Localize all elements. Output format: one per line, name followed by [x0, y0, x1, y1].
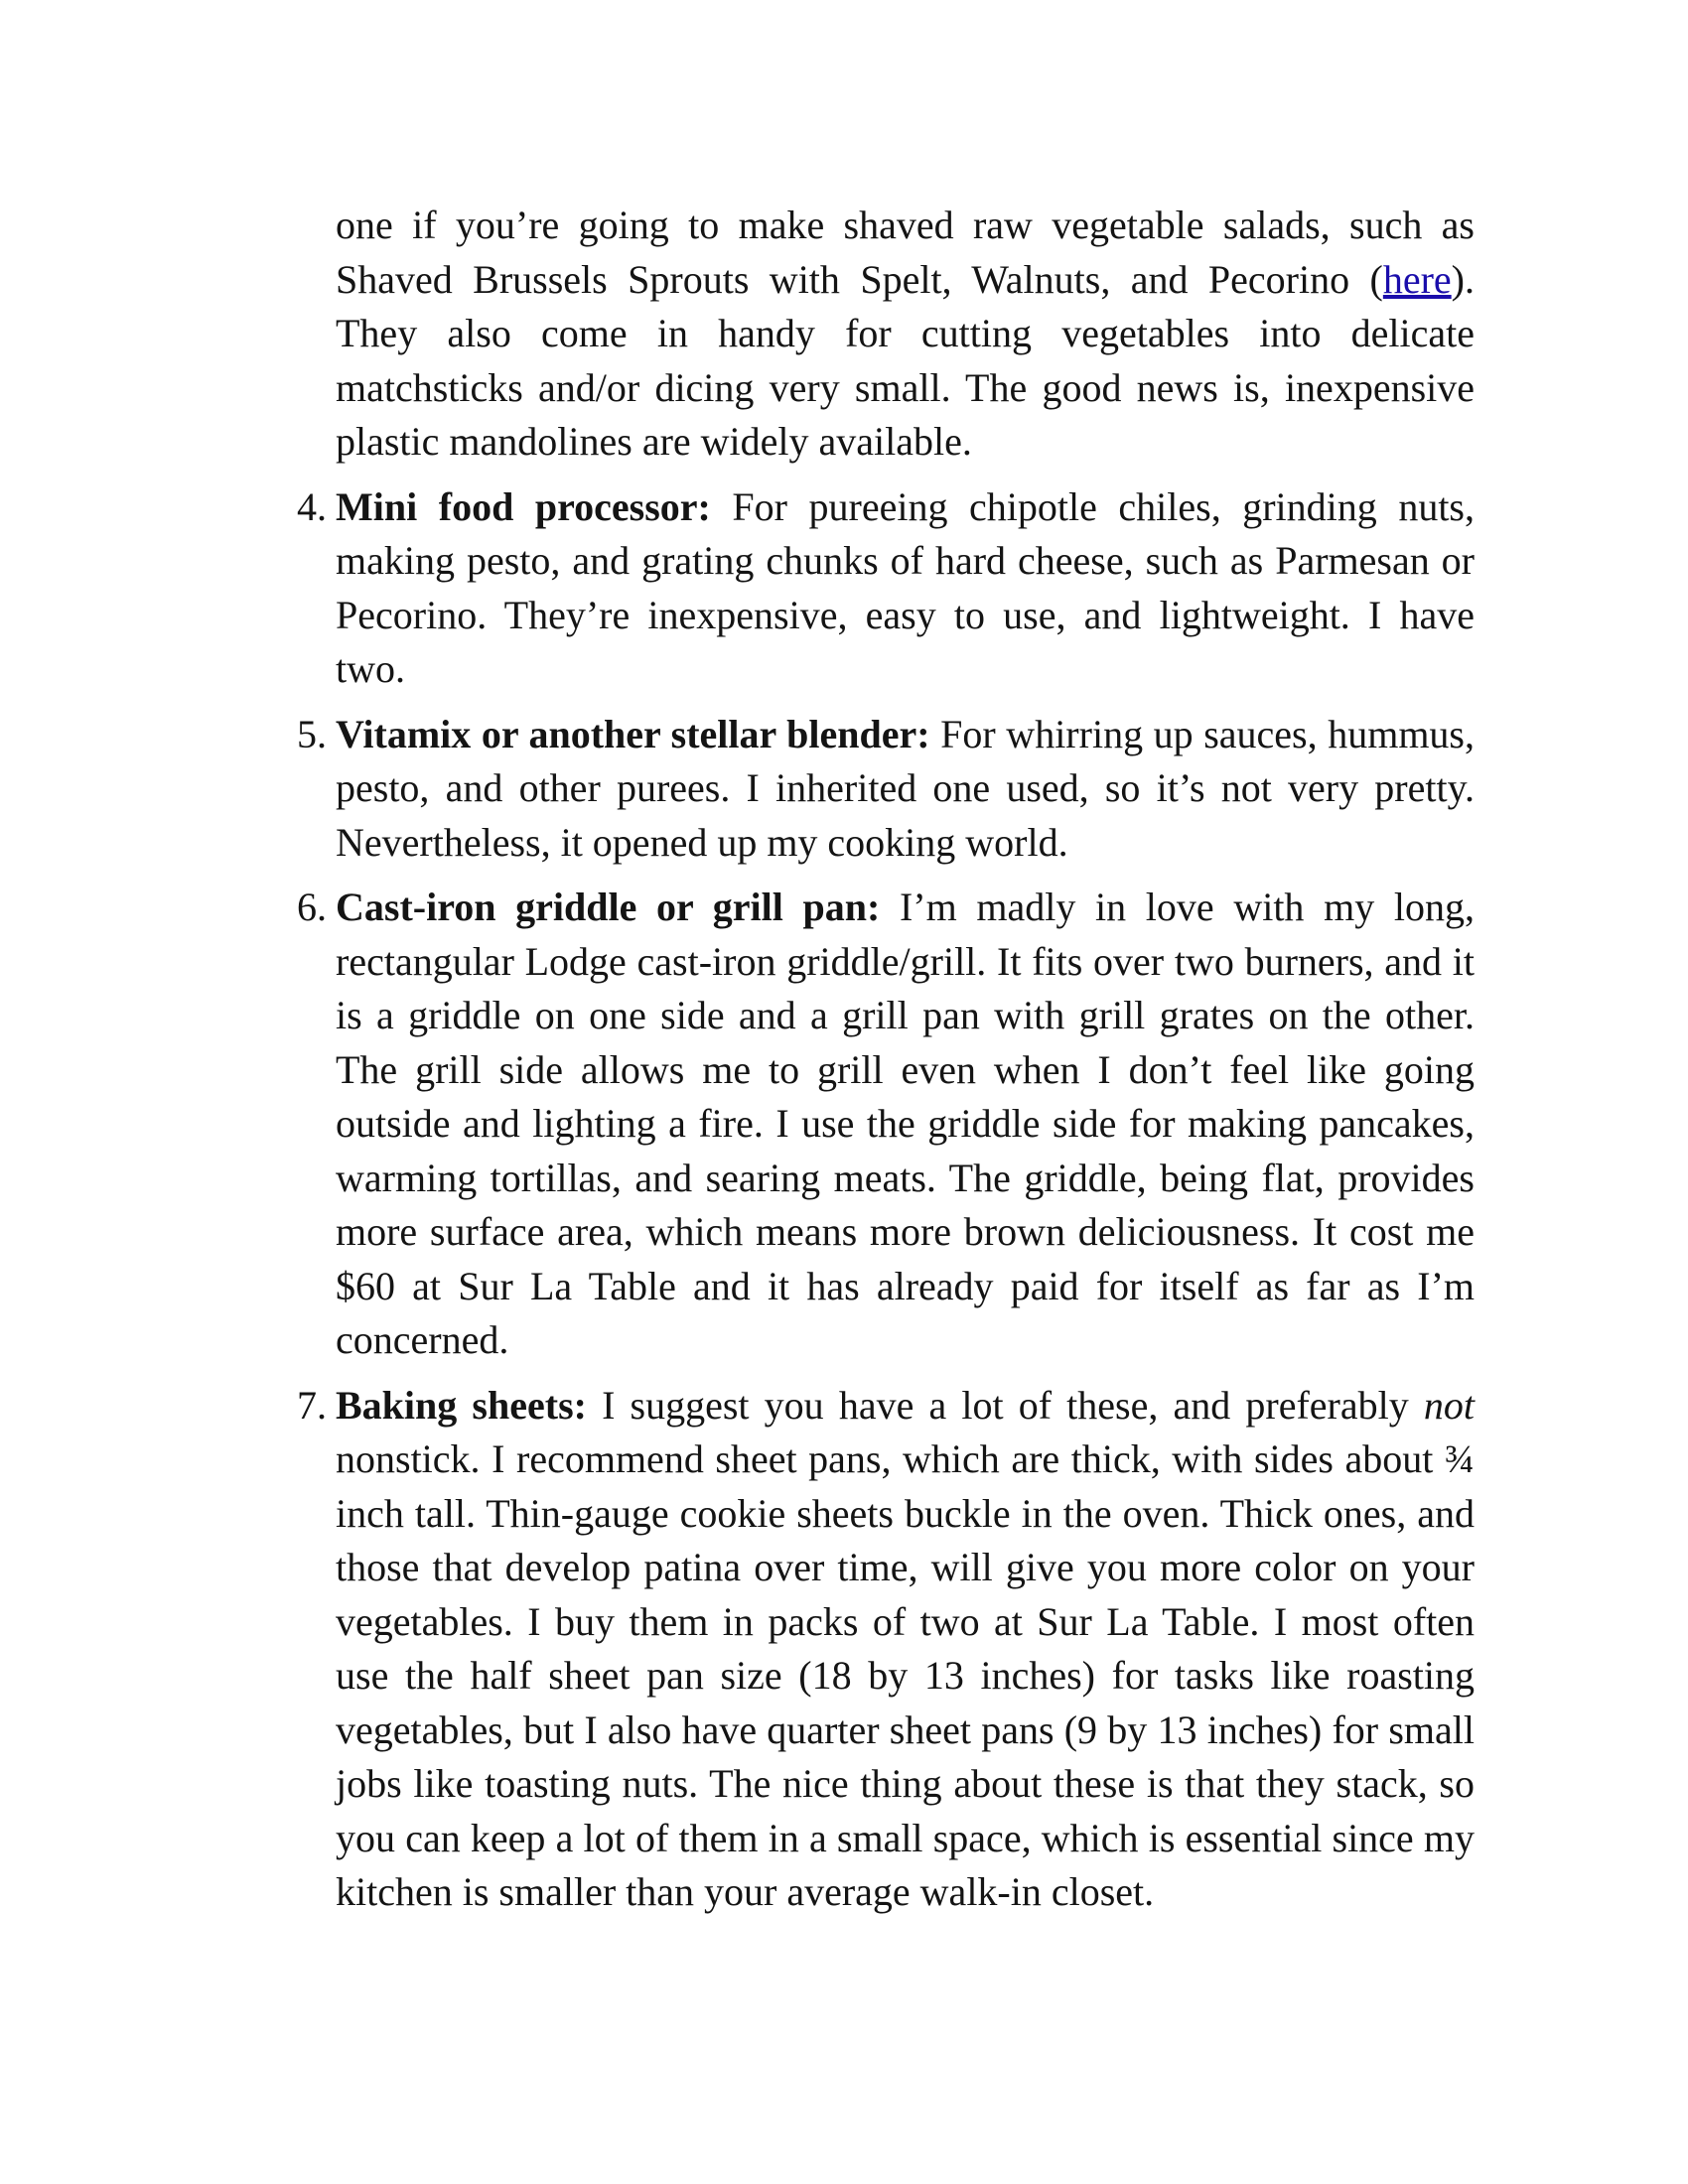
intro-text: one if you’re going to make shaved raw vegetable salads, such as Shaved Brussels Sprouts with Spelt, Walnuts, and Pecorino ( — [336, 203, 1475, 302]
item-term: Baking sheets: — [336, 1382, 587, 1428]
item-text-continued: nonstick. I recommend sheet pans, which are thick, with sides about ¾ inch tall. Thin-gauge cookie sheets buckle in the oven. Thick ones, and those that develop patina over time, will give you more color on your vegetables. I buy them in packs of two at Sur La Table. I most often use the half sheet pan size (18 by 13 inches) for tasks like roasting vegetables, but I also have quarter sheet pans (9 by 13 inches) for small jobs like toasting nuts. The nice thing about these is that they stack, so you can keep a lot of them in a small space, which is essential since my kitchen is smaller than your average walk-in closet. — [336, 1436, 1475, 1914]
item-term: Vitamix or another stellar blender: — [336, 711, 930, 756]
item-text: I suggest you have a lot of these, and preferably — [586, 1382, 1424, 1428]
item-term: Cast-iron griddle or grill pan: — [336, 885, 881, 929]
list-item — [295, 1379, 1475, 1920]
item-text: For pureeing chipotle chiles, grinding nuts, making pesto, and grating chunks of hard cheese, such as Parmesan or Pecorino. They’re inexpensive, easy to use, and lightweight. I have two. — [336, 483, 1475, 691]
list-item — [295, 708, 1475, 871]
list-item — [295, 881, 1475, 1368]
item-emphasis: not — [1423, 1382, 1476, 1428]
item-number: 5. — [297, 711, 327, 756]
here-link[interactable]: here — [1382, 256, 1452, 302]
item-text: I’m madly in love with my long, rectangular Lodge cast-iron griddle/grill. It fits over two burners, and it is a griddle on one side and a grill pan with grill grates on the other. The grill side allows me to grill even when I don’t feel like going outside and lighting a fire. I use the griddle side for making pancakes, warming tortillas, and searing meats. The griddle, being flat, provides more surface area, which means more brown deliciousness. It cost me $60 at Sur La Table and it has already paid for itself as far as I’m concerned. — [336, 885, 1475, 1362]
item-term: Mini food processor: — [336, 483, 711, 529]
item-number: 7. — [297, 1382, 327, 1428]
item-number: 6. — [297, 885, 327, 929]
document-page — [295, 199, 1475, 1920]
intro-text-continued: ). They also come in handy for cutting vegetables into delicate matchsticks and/or dicing very small. The good news is, inexpensive plastic mandolines are widely available. — [336, 256, 1475, 464]
item-text: For whirring up sauces, hummus, pesto, and other purees. I inherited one used, so it’s not very pretty. Nevertheless, it opened up my cooking world. — [336, 711, 1476, 865]
intro-paragraph — [295, 199, 1475, 470]
item-number: 4. — [297, 483, 327, 529]
list-item — [295, 480, 1475, 697]
